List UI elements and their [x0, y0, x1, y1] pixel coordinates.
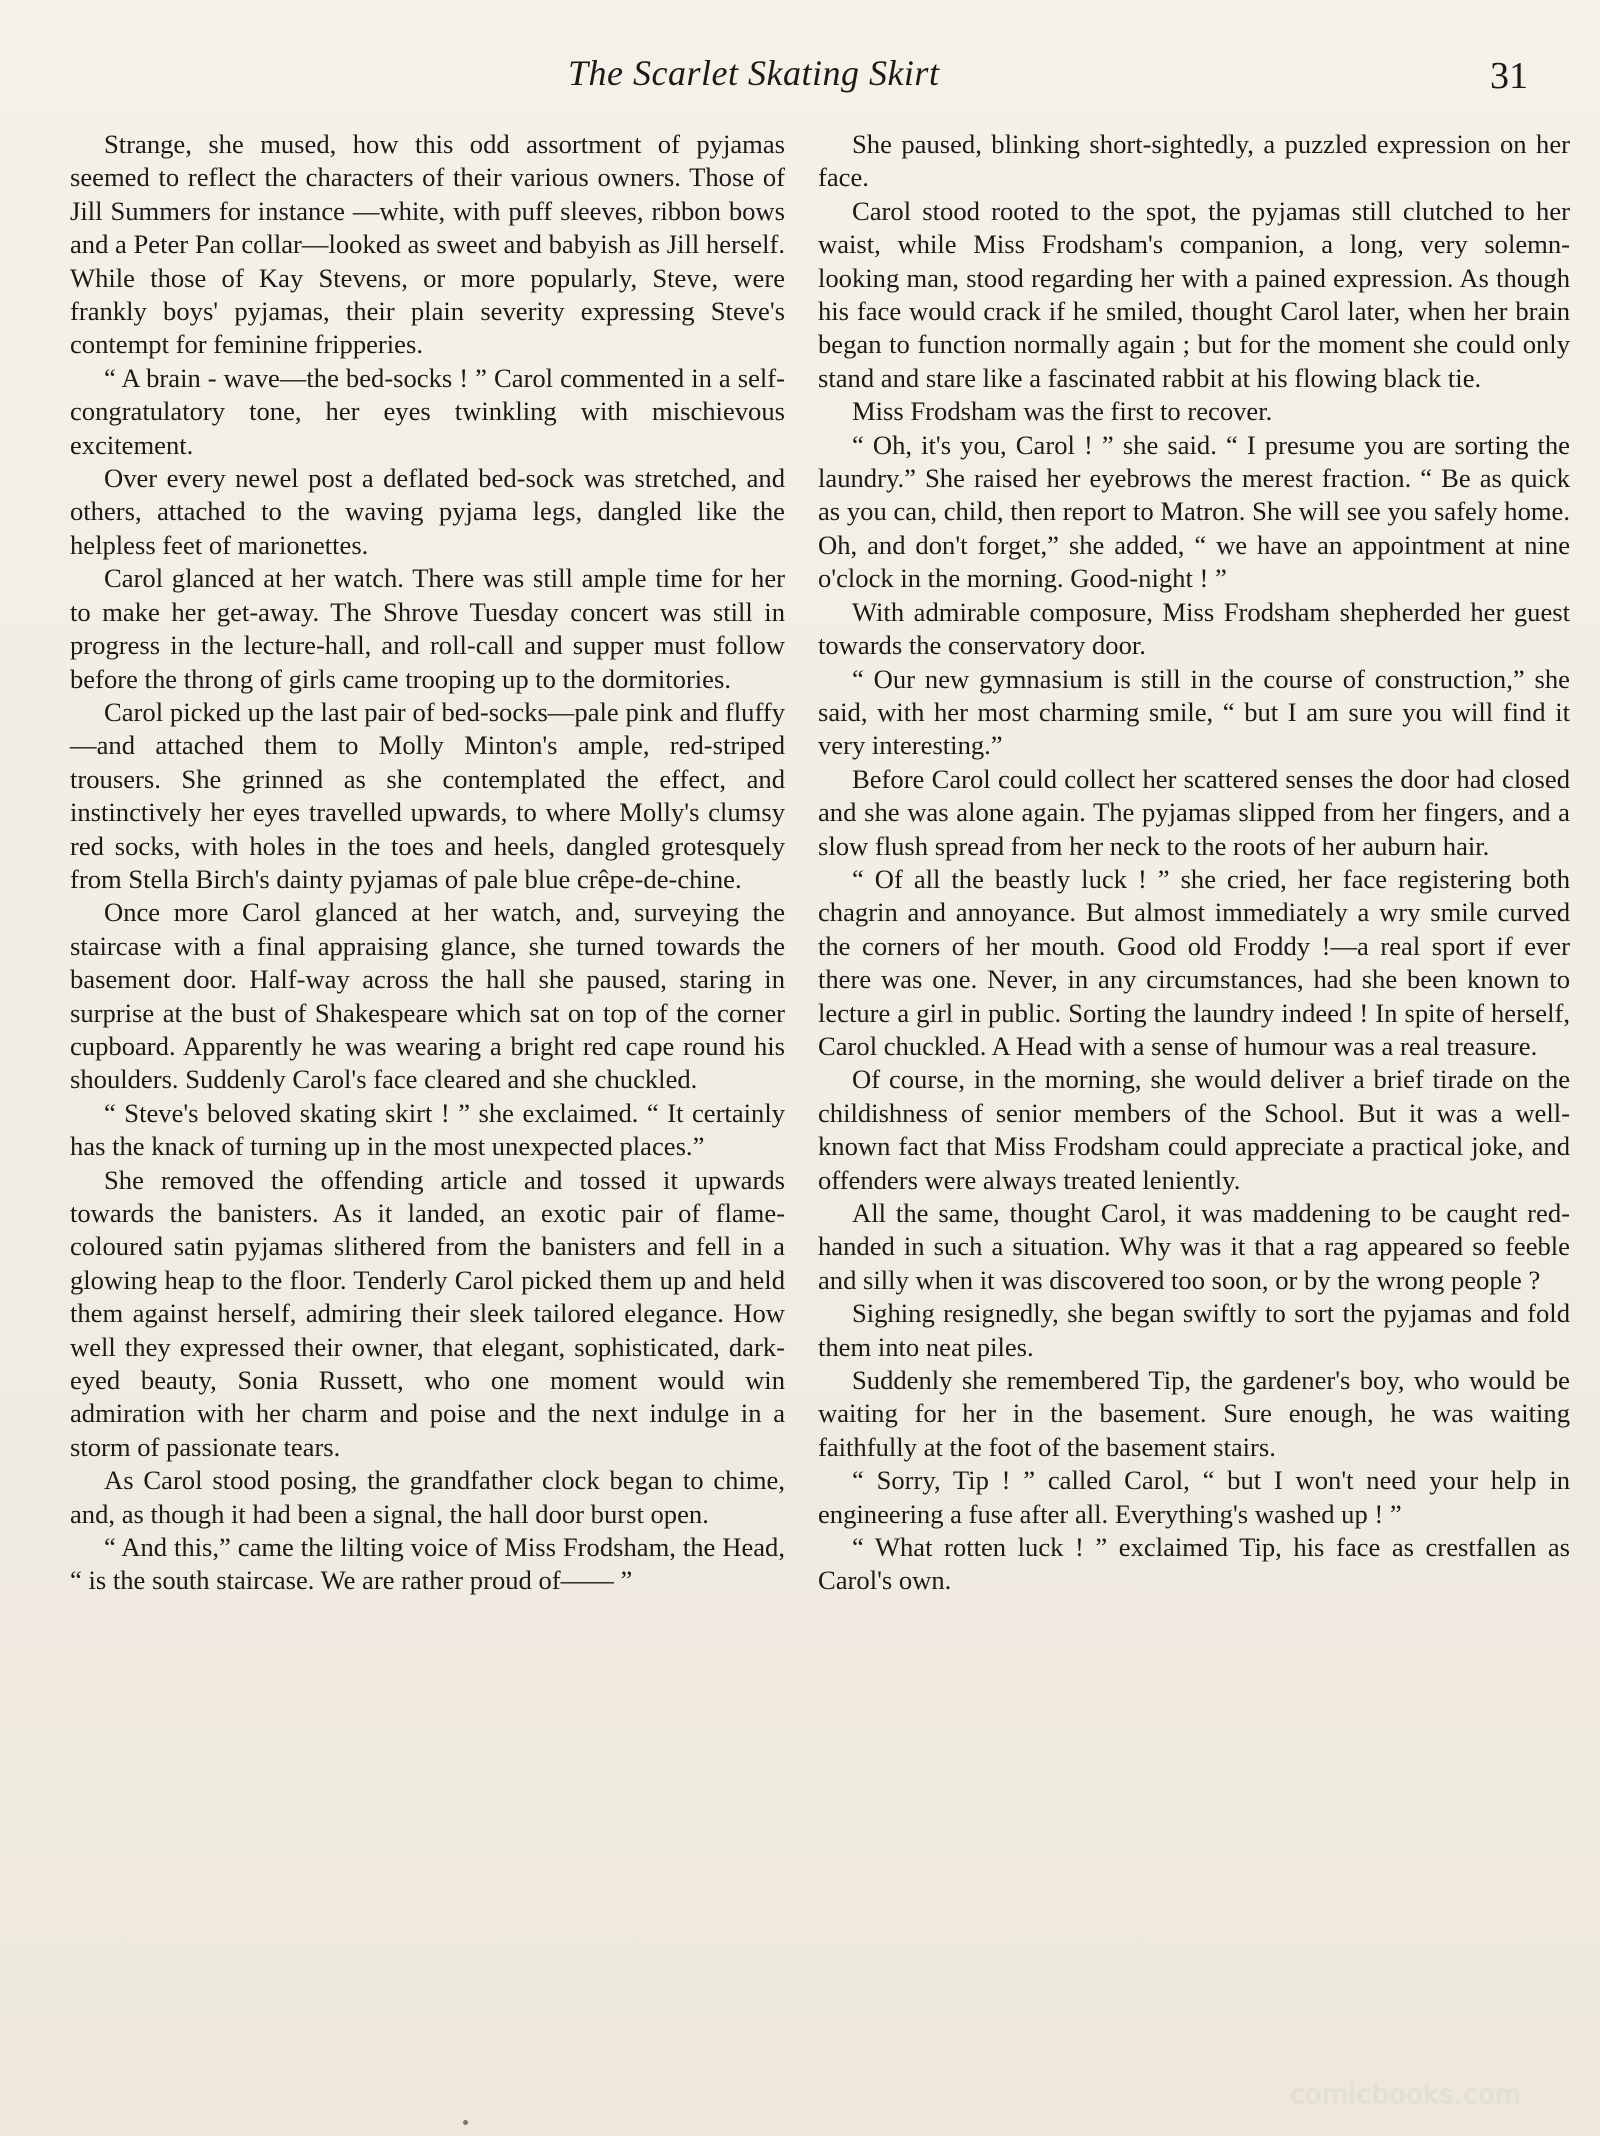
ink-dot: [463, 2120, 468, 2125]
paragraph: Of course, in the morning, she would deliver a brief tirade on the childishness of senior members of the School. But it was a well-known fact that Miss Frodsham could appreciate a practical joke, and offenders were always treated leniently.: [818, 1064, 1570, 1195]
right-column: [818, 128, 1570, 1598]
paragraph: She paused, blinking short-sightedly, a puzzled expression on her face.: [818, 129, 1570, 193]
paragraph: As Carol stood posing, the grandfather clock began to chime, and, as though it had been a signal, the hall door burst open.: [70, 1465, 785, 1529]
paragraph: “ Our new gymnasium is still in the course of construction,” she said, with her most charming smile, “ but I am sure you will find it very interesting.”: [818, 663, 1570, 761]
paragraph: Before Carol could collect her scattered senses the door had closed and she was alone again. The pyjamas slipped from her fingers, and a slow flush spread from her neck to the roots of her auburn hair.: [818, 763, 1570, 861]
site-watermark: comicbooks.com: [1290, 2080, 1522, 2110]
paragraph: With admirable composure, Miss Frodsham shepherded her guest towards the conservatory door.: [818, 596, 1570, 661]
paragraph: Carol stood rooted to the spot, the pyjamas still clutched to her waist, while Miss Frodsham's companion, a long, very solemn-looking man, stood regarding her with a pained expression. As though his face would crack if he smiled, thought Carol later, when her brain began to function normally again ; but for the moment she could only stand and stare like a fascinated rabbit at his flowing black tie.: [818, 195, 1570, 393]
paragraph: Once more Carol glanced at her watch, and, surveying the staircase with a final appraising glance, she turned towards the basement door. Half-way across the hall she paused, staring in surprise at the bust of Shakespeare which sat on top of the corner cupboard. Apparently he was wearing a bright red cape round his shoulders. Suddenly Carol's face cleared and she chuckled.: [70, 897, 785, 1095]
running-title: The Scarlet Skating Skirt: [568, 53, 940, 93]
paragraph: All the same, thought Carol, it was maddening to be caught red-handed in such a situation. Why was it that a rag appeared so feeble and silly when it was discovered too soon, or by the wrong people ?: [818, 1198, 1570, 1295]
paragraph: Over every newel post a deflated bed-sock was stretched, and others, attached to the waving pyjama legs, dangled like the helpless feet of marionettes.: [70, 463, 785, 560]
paragraph: Carol picked up the last pair of bed-socks—pale pink and fluffy—and attached them to Molly Minton's ample, red-striped trousers. She grinned as she contemplated the effect, and instinctively her eyes travelled upwards, to where Molly's clumsy red socks, with holes in the toes and heels, dangled grotesquely from Stella Birch's dainty pyjamas of pale blue crêpe-de-chine.: [70, 696, 785, 894]
paragraph: Strange, she mused, how this odd assortment of pyjamas seemed to reflect the characters of their various owners. Those of Jill Summers for instance —white, with puff sleeves, ribbon bows and a Peter Pan collar—looked as sweet and babyish as Jill herself. While those of Kay Stevens, or more popularly, Steve, were frankly boys' pyjamas, their plain severity expressing Steve's contempt for feminine fripperies.: [70, 129, 785, 360]
page-number: 31: [1490, 55, 1528, 97]
paragraph: Carol glanced at her watch. There was still ample time for her to make her get-away. The Shrove Tuesday concert was still in progress in the lecture-hall, and roll-call and supper must follow before the throng of girls came trooping up to the dormitories.: [70, 563, 785, 694]
paragraph: She removed the offending article and tossed it upwards towards the banisters. As it landed, an exotic pair of flame-coloured satin pyjamas slithered from the banisters and fell in a glowing heap to the floor. Tenderly Carol picked them up and held them against herself, admiring their sleek tailored elegance. How well they expressed their owner, that elegant, sophisticated, dark-eyed beauty, Sonia Russett, who one moment would win admiration with her charm and poise and the next indulge in a storm of passionate tears.: [70, 1164, 785, 1462]
paragraph: “ Of all the beastly luck ! ” she cried, her face registering both chagrin and annoyance. But almost immediately a wry smile curved the corners of her mouth. Good old Froddy !—a real sport if ever there was one. Never, in any circumstances, had she been known to lecture a girl in public. Sorting the laundry indeed ! In spite of herself, Carol chuckled. A Head with a sense of humour was a real treasure.: [818, 863, 1570, 1061]
paragraph: Suddenly she remembered Tip, the gardener's boy, who would be waiting for her in the basement. Sure enough, he was waiting faithfully at the foot of the basement stairs.: [818, 1365, 1570, 1462]
page-header: [0, 52, 1600, 102]
paragraph: “ What rotten luck ! ” exclaimed Tip, his face as crestfallen as Carol's own.: [818, 1532, 1570, 1596]
paragraph: “ Oh, it's you, Carol ! ” she said. “ I presume you are sorting the laundry.” She raised her eyebrows the merest fraction. “ Be as quick as you can, child, then report to Matron. She will see you safely home. Oh, and don't forget,” she added, “ we have an appointment at nine o'clock in the morning. Good-night ! ”: [818, 429, 1570, 594]
paragraph: “ A brain - wave—the bed-socks ! ” Carol commented in a self-congratulatory tone, her eyes twinkling with mischievous excitement.: [70, 362, 785, 460]
paragraph: “ Sorry, Tip ! ” called Carol, “ but I won't need your help in engineering a fuse after all. Everything's washed up ! ”: [818, 1465, 1570, 1529]
paragraph: “ Steve's beloved skating skirt ! ” she exclaimed. “ It certainly has the knack of turning up in the most unexpected places.”: [70, 1097, 785, 1162]
paragraph: Sighing resignedly, she began swiftly to sort the pyjamas and fold them into neat piles.: [818, 1298, 1570, 1362]
paragraph: “ And this,” came the lilting voice of Miss Frodsham, the Head, “ is the south staircase. We are rather proud of—— ”: [70, 1532, 785, 1596]
left-column: [70, 128, 785, 1598]
paragraph: Miss Frodsham was the first to recover.: [852, 396, 1273, 427]
